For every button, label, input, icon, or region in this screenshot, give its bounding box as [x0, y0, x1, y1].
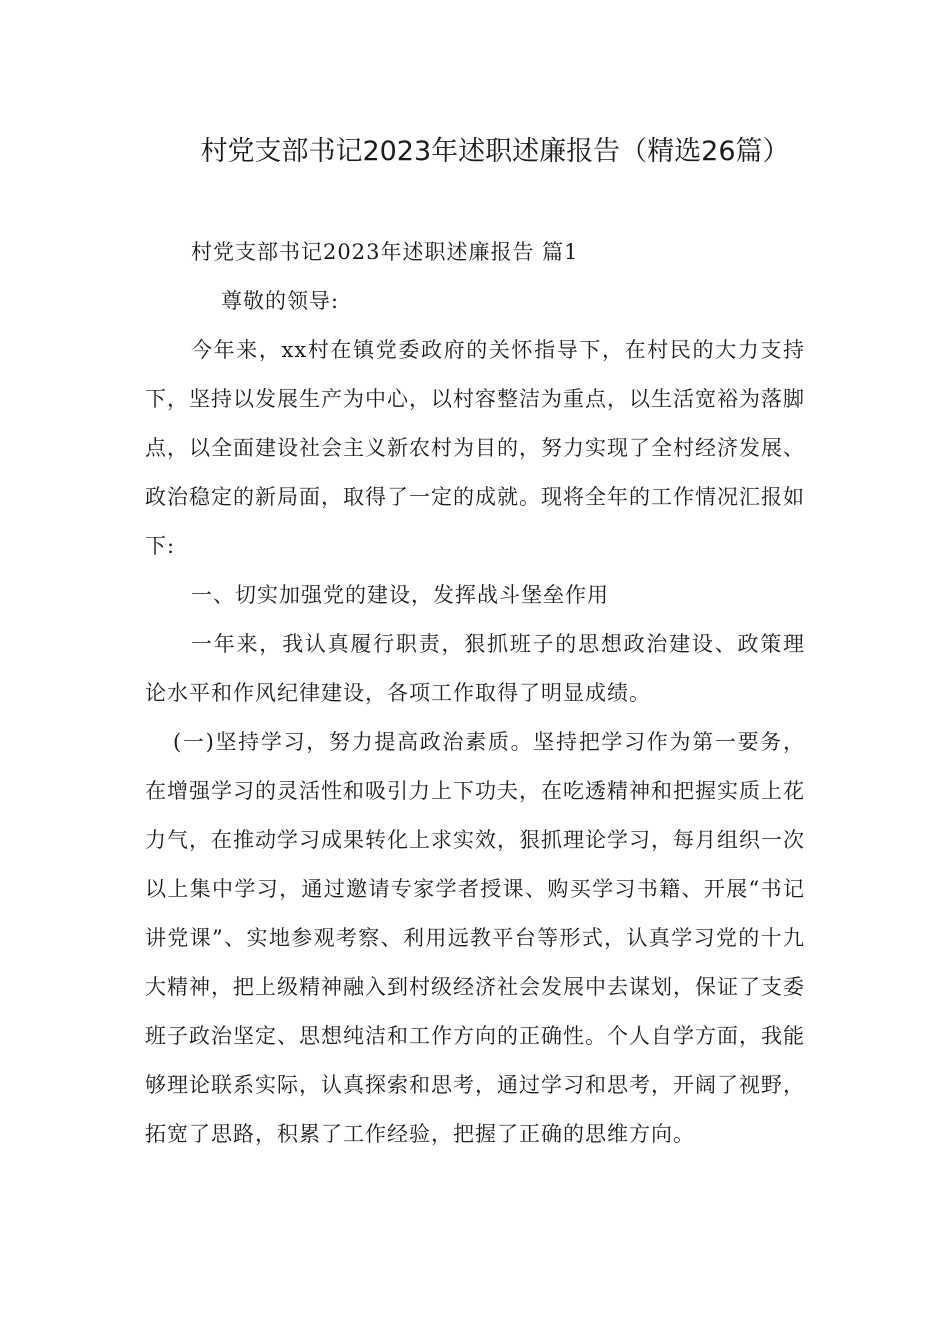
- salutation: 尊敬的领导:: [221, 289, 340, 313]
- paragraph-study: (一)坚持学习，努力提高政治素质。坚持把学习作为第一要务，在增强学习的灵活性和吸引力上下功夫，在吃透精神和把握实质上花力气，在推动学习成果转化上求实效，狠抓理论学习，每月组织一次以上集中学习，通过邀请专家学者授课、购买学习书籍、开展“书记讲党课”、实地参观考察、利用远教平台等形式，认真学习党的十九大精神，把上级精神融入到村级经济社会发展中去谋划，保证了支委班子政治坚定、思想纯洁和工作方向的正确性。个人自学方面，我能够理论联系实际，认真探索和思考，通过学习和思考，开阔了视野，拓宽了思路，积累了工作经验，把握了正确的思维方向。: [145, 730, 805, 1146]
- document-title: 村党支部书记2023年述职述廉报告（精选26篇）: [200, 136, 790, 167]
- paragraph-intro: 今年来，xx村在镇党委政府的关怀指导下，在村民的大力支持下，坚持以发展生产为中心，以村容整洁为重点，以生活宽裕为落脚点，以全面建设社会主义新农村为目的，努力实现了全村经济发展、政治稳定的新局面，取得了一定的成就。现将全年的工作情况汇报如下:: [145, 338, 805, 558]
- heading-party-building: 一、切实加强党的建设，发挥战斗堡垒作用: [191, 583, 609, 607]
- document-body: [145, 228, 805, 1159]
- section-heading: 村党支部书记2023年述职述廉报告 篇1: [191, 240, 579, 264]
- paragraph-duties: 一年来，我认真履行职责，狠抓班子的思想政治建设、政策理论水平和作风纪律建设，各项工作取得了明显成绩。: [145, 632, 805, 705]
